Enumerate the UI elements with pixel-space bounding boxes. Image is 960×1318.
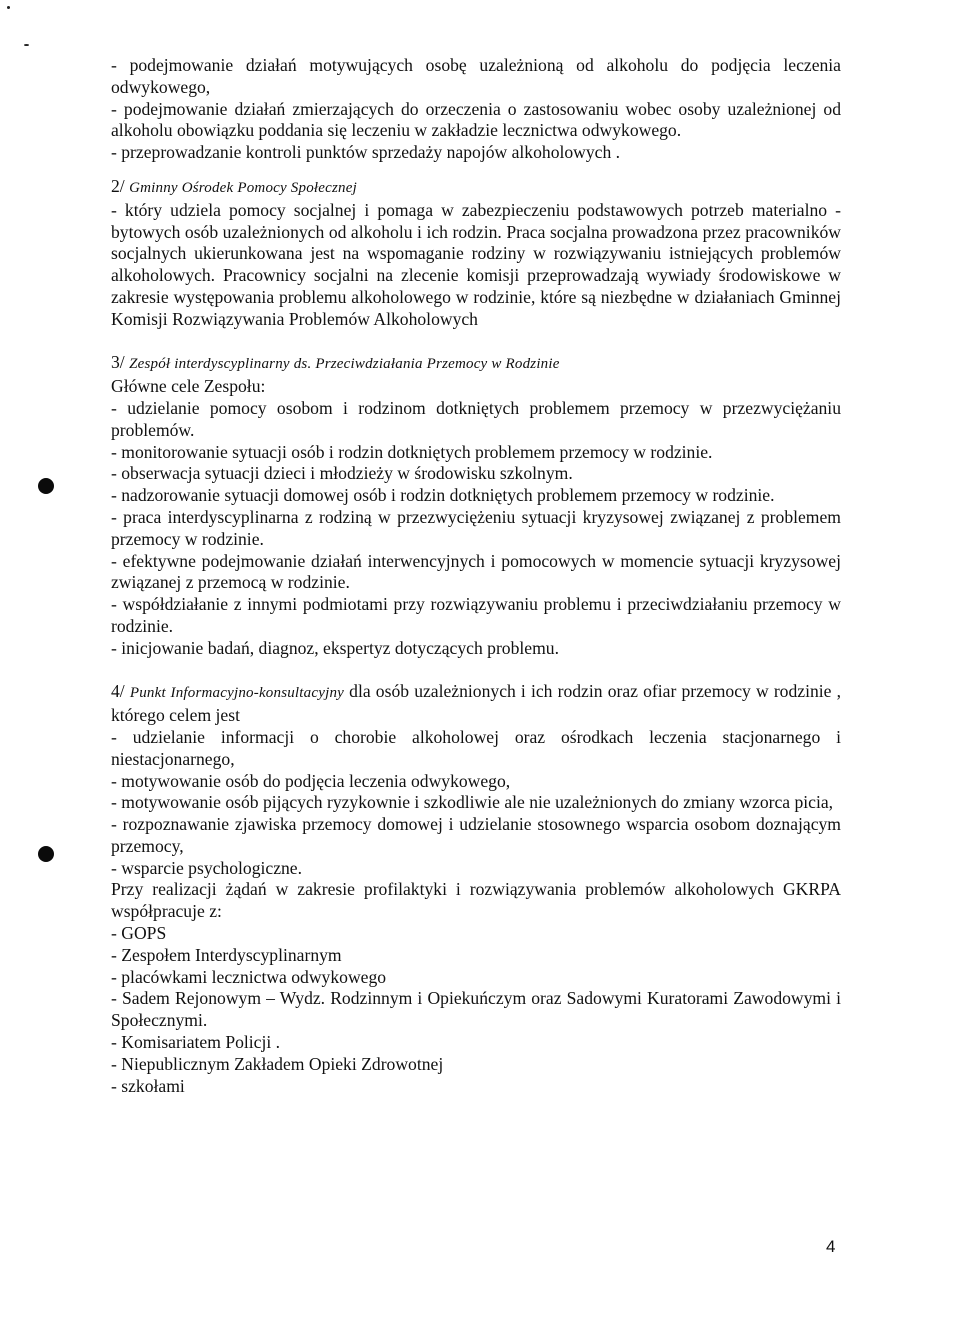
section-title: Zespół interdyscyplinarny ds. Przeciwdziałania Przemocy w Rodzinie [129,356,560,373]
partner-item: - szkołami [111,1075,185,1096]
partner-item: - Sadem Rejonowym – Wydz. Rodzinnym i Opiekuńczym oraz Sadowymi Kuratorami Zawodowymi i Społecznymi. [111,988,841,1031]
section-number: 2/ [111,175,125,196]
section-2-body: - który udziela pomocy socjalnej i pomaga w zabezpieczeniu podstawowych potrzeb materialno - bytowych osób uzależnionych od alkoholu i ich rodzin. Praca socjalna prowadzona przez pracowników socjalnych ukierunkowana jest na wspomaganie rodziny w rozwiązywaniu istniejących problemów alkoholowych. Pracownicy socjalni na zlecenie komisji przeprowadzają wywiady środowiskowe w zakresie występowania problemu alkoholowego w rodzinie, które są niezbędne w działaniach Gminnej Komisji Rozwiązywania Problemów Alkoholowych [111,199,841,329]
scan-speck [24,44,29,46]
intro-item: - podejmowanie działań zmierzających do orzeczenia o zastosowaniu wobec osoby uzależnionej od alkoholu obowiązku poddania się leczeniu w zakładzie lecznictwa odwykowego. [111,98,841,141]
list-item: - udzielanie informacji o chorobie alkoholowej oraz ośrodkach leczenia stacjonarnego i niestacjonarnego, [111,726,841,769]
page-number: 4 [826,1237,836,1256]
list-item: - motywowanie osób pijących ryzykownie i szkodliwie ale nie uzależnionych do zmiany wzorca picia, [111,792,834,813]
section-title: Punkt Informacyjno-konsultacyjny [129,685,345,702]
section-2-heading [111,176,841,200]
list-item: - motywowanie osób do podjęcia leczenia odwykowego, [111,770,511,791]
partner-item: - Niepublicznym Zakładem Opieki Zdrowotnej [111,1053,444,1074]
list-item: - obserwacja sytuacji dzieci i młodzieży w środowisku szkolnym. [111,463,573,484]
list-item: - praca interdyscyplinarna z rodziną w przezwyciężeniu sytuacji kryzysowej związanej z problemem przemocy w rodzinie. [111,506,841,549]
intro-item: - podejmowanie działań motywujących osobę uzależnioną od alkoholu do podjęcia leczenia odwykowego, [111,55,841,97]
list-item: - monitorowanie sytuacji osób i rodzin dotkniętych problemem przemocy w rodzinie. [111,441,713,462]
document-body [111,55,841,1097]
scan-speck [7,6,10,9]
section-title: Gminny Ośrodek Pomocy Społecznej [129,179,357,196]
partner-item: - GOPS [111,923,167,944]
punch-hole-bottom [38,846,54,862]
list-item: - udzielanie pomocy osobom i rodzinom dotkniętych problemem przemocy w przezwyciężaniu problemów. [111,397,841,440]
list-item: - nadzorowanie sytuacji domowej osób i rodzin dotkniętych problemem przemocy w rodzinie. [111,485,775,506]
section-number: 3/ [111,352,125,373]
section-4-heading [111,681,841,727]
list-item: - efektywne podejmowanie działań interwencyjnych i pomocowych w momencie sytuacji kryzysowej związanej z przemocą w rodzinie. [111,550,841,593]
punch-hole-top [38,478,54,494]
partner-item: - placówkami lecznictwa odwykowego [111,966,387,987]
partner-item: - Komisariatem Policji . [111,1032,281,1053]
intro-item: - przeprowadzanie kontroli punktów sprzedaży napojów alkoholowych . [111,142,621,163]
list-item: - rozpoznawanie zjawiska przemocy domowej i udzielanie stosownego wsparcia osobom doznającym przemocy, [111,814,841,856]
section-3-heading [111,352,841,376]
section-number: 4/ [111,681,125,702]
list-item: - współdziałanie z innymi podmiotami przy rozwiązywaniu problemu i przeciwdziałaniu przemocy w rodzinie. [111,594,841,636]
section-3-subheading: Główne cele Zespołu: [111,376,266,397]
list-item: - wsparcie psychologiczne. [111,857,303,878]
partner-item: - Zespołem Interdyscyplinarnym [111,944,342,965]
section-4-intro: dla osób uzależnionych i ich rodzin oraz ofiar przemocy w rodzinie , którego celem jest [111,681,842,726]
list-item: - inicjowanie badań, diagnoz, ekspertyz dotyczących problemu. [111,637,559,658]
cooperation-intro: Przy realizacji żądań w zakresie profilaktyki i rozwiązywania problemów alkoholowych GKRPA współpracuje z: [111,879,841,922]
